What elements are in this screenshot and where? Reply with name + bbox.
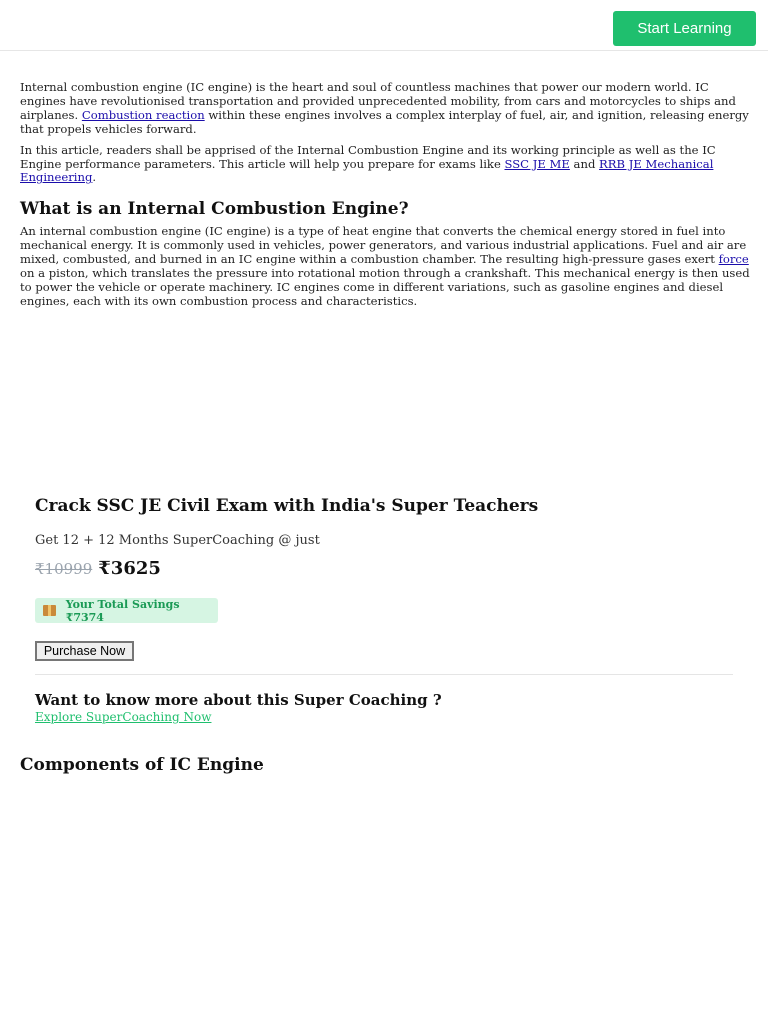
intro-paragraph-1 <box>20 81 750 137</box>
explore-supercoaching-link[interactable]: Explore SuperCoaching Now <box>35 710 212 724</box>
text-span: In this article, readers shall be apprised of the Internal Combustion Engine and its working principle as well as the IC Engine performance parameters. This article will help you prepare for exams like <box>20 142 716 171</box>
ssc-je-me-link[interactable]: SSC JE ME <box>504 156 570 171</box>
text-span: An internal combustion engine (IC engine) is a type of heat engine that converts the chemical energy stored in fuel into mechanical energy. It is commonly used in vehicles, power generators, and various industrial applications. Fuel and air are mixed, combusted, and burned in an IC engine within a combustion chamber. The resulting high-pressure gases exert <box>20 224 747 267</box>
text-span: within these engines involves a complex interplay of fuel, air, and ignition, releasing energy that propels vehicles forward. <box>20 107 749 136</box>
purchase-now-button[interactable]: Purchase Now <box>35 641 134 661</box>
promo-title: Crack SSC JE Civil Exam with India's Super Teachers <box>35 496 539 516</box>
promo-card <box>35 496 735 724</box>
savings-text: Your Total Savings ₹7374 <box>65 597 180 624</box>
what-is-ic-engine-heading: What is an Internal Combustion Engine? <box>20 199 409 220</box>
what-is-paragraph <box>20 225 750 308</box>
text-span: Internal combustion engine (IC engine) is the heart and soul of countless machines that power our modern world. IC engines have revolutionised transportation and provided unprecedented mobility, from cars and motorcycles to ships and airplanes. <box>20 80 736 122</box>
new-price: ₹3625 <box>98 558 161 579</box>
intro-paragraph-2 <box>20 144 750 186</box>
gift-icon <box>43 605 56 616</box>
price-row <box>35 558 161 579</box>
force-link[interactable]: force <box>718 252 749 267</box>
savings-badge <box>35 598 218 623</box>
text-span: and <box>569 156 600 171</box>
old-price: ₹10999 <box>35 560 93 578</box>
top-bar <box>0 0 768 51</box>
components-heading: Components of IC Engine <box>20 755 264 775</box>
divider <box>35 674 733 675</box>
combustion-reaction-link[interactable]: Combustion reaction <box>81 107 205 122</box>
more-about-supercoaching: Want to know more about this Super Coaching ? <box>35 691 442 709</box>
text-span: . <box>92 170 97 185</box>
article-content <box>20 81 750 316</box>
text-span: on a piston, which translates the pressure into rotational motion through a crankshaft. This mechanical energy is then used to power the vehicle or operate machinery. IC engines come in different variations, such as gasoline engines and diesel engines, each with its own combustion process and characteristics. <box>20 266 750 308</box>
promo-subtitle: Get 12 + 12 Months SuperCoaching @ just <box>35 533 320 548</box>
start-learning-button[interactable]: Start Learning <box>613 11 756 46</box>
rrb-je-link[interactable]: RRB JE Mechanical Engineering <box>20 156 714 185</box>
